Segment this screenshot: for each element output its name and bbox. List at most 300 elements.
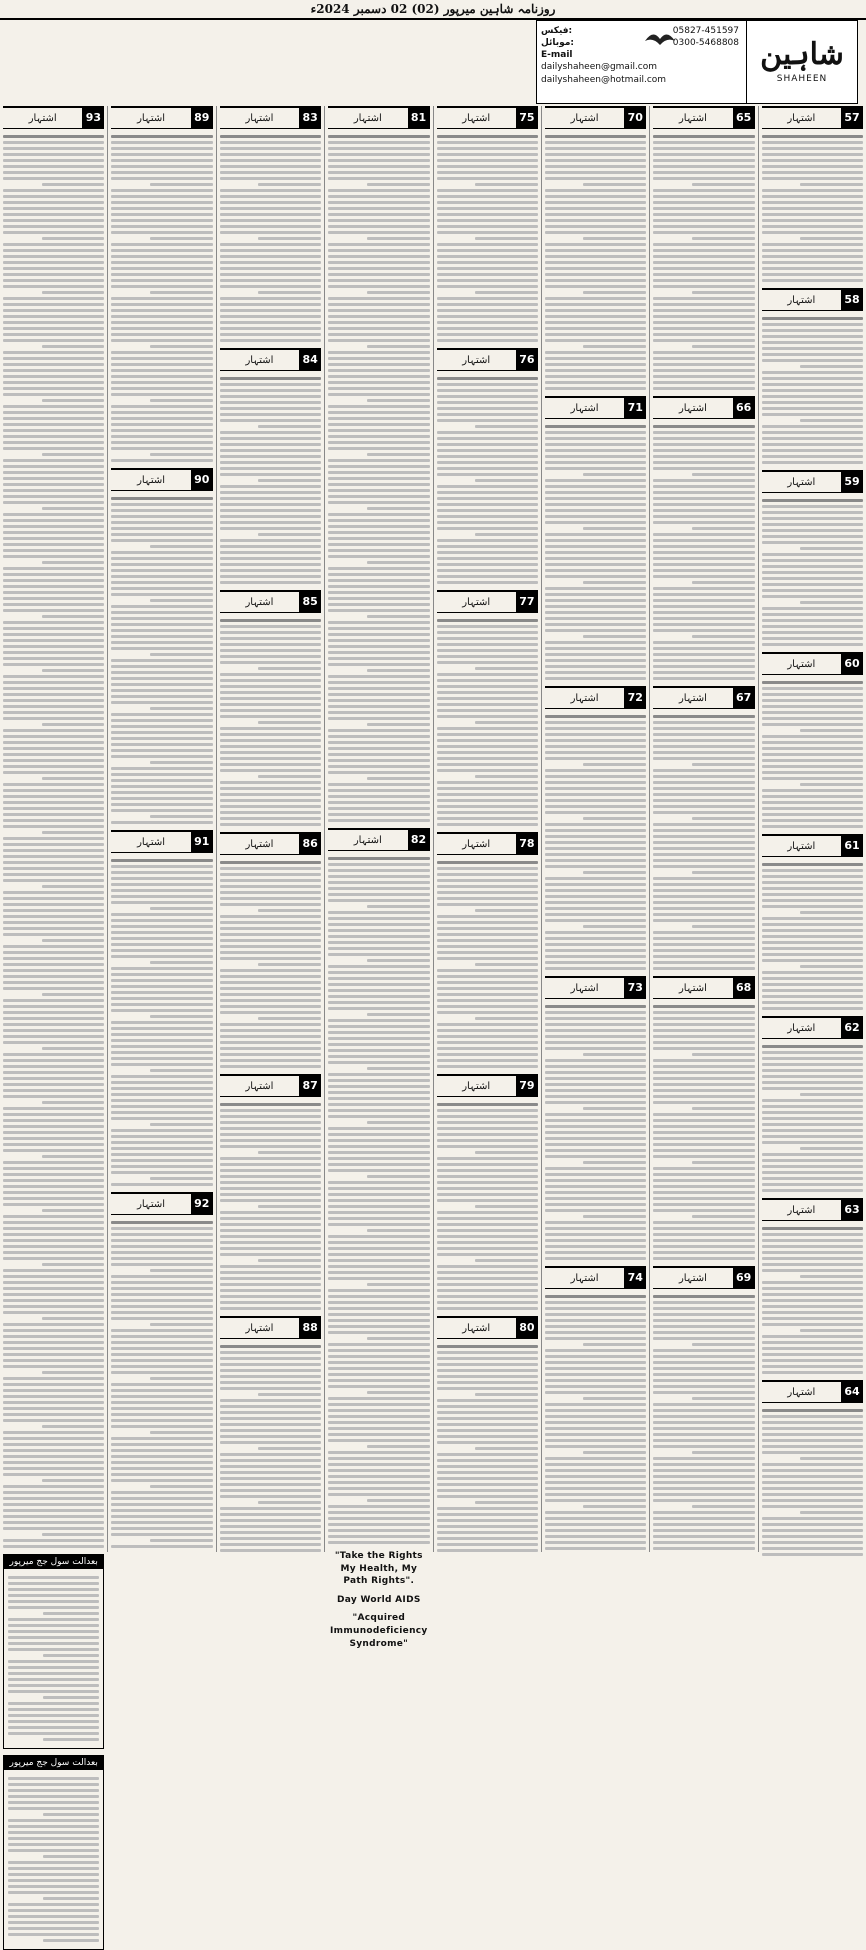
text-line — [545, 757, 646, 760]
news-item-number: 71 — [624, 398, 646, 418]
text-line — [220, 1453, 321, 1456]
text-line — [653, 793, 754, 796]
text-line — [328, 549, 429, 552]
text-line — [545, 425, 646, 428]
text-line — [653, 455, 754, 458]
text-line — [111, 1545, 212, 1548]
text-line — [762, 953, 863, 956]
text-line — [653, 733, 754, 736]
news-item-header — [653, 976, 754, 999]
text-line — [42, 831, 105, 834]
text-line — [220, 1417, 321, 1420]
text-line — [3, 285, 104, 288]
text-line — [692, 1161, 755, 1164]
text-line — [3, 1287, 104, 1290]
text-line — [220, 1041, 321, 1044]
text-line — [762, 589, 863, 592]
news-item — [111, 468, 212, 824]
text-line — [653, 901, 754, 904]
text-line — [42, 1371, 105, 1374]
text-line — [437, 631, 538, 634]
text-line — [328, 699, 429, 702]
text-line — [583, 1505, 646, 1508]
text-line — [437, 1295, 538, 1298]
text-line — [328, 1151, 429, 1154]
text-line — [328, 1109, 429, 1112]
text-line — [545, 213, 646, 216]
text-line — [762, 1353, 863, 1356]
text-line — [328, 609, 429, 612]
text-line — [111, 423, 212, 426]
news-item-number: 67 — [733, 688, 755, 708]
text-line — [150, 237, 213, 240]
text-line — [220, 1301, 321, 1304]
text-line — [150, 345, 213, 348]
text-line — [653, 545, 754, 548]
text-line — [220, 455, 321, 458]
text-line — [762, 347, 863, 350]
text-line — [762, 1335, 863, 1338]
text-line — [220, 1139, 321, 1142]
text-line — [3, 795, 104, 798]
text-line — [653, 1361, 754, 1364]
text-line — [583, 925, 646, 928]
text-line — [150, 961, 213, 964]
text-line — [762, 1063, 863, 1066]
text-line — [220, 297, 321, 300]
text-line — [150, 291, 213, 294]
text-line — [220, 389, 321, 392]
text-line — [583, 1397, 646, 1400]
text-line — [367, 237, 430, 240]
text-line — [328, 381, 429, 384]
text-line — [42, 183, 105, 186]
text-line — [653, 1427, 754, 1430]
text-line — [3, 357, 104, 360]
text-line — [367, 1067, 430, 1070]
text-line — [437, 921, 538, 924]
text-line — [653, 1131, 754, 1134]
text-line — [3, 1485, 104, 1488]
text-line — [437, 309, 538, 312]
text-line — [328, 327, 429, 330]
news-item-label: اشتہار — [787, 476, 816, 488]
text-line — [111, 1057, 212, 1060]
text-line — [220, 327, 321, 330]
text-line — [367, 669, 430, 672]
text-line — [437, 1369, 538, 1372]
text-line — [328, 555, 429, 558]
text-line — [545, 443, 646, 446]
text-line — [437, 1363, 538, 1366]
text-line — [762, 693, 863, 696]
text-line — [762, 523, 863, 526]
text-line — [653, 1185, 754, 1188]
text-line — [111, 671, 212, 674]
text-line — [653, 1227, 754, 1230]
text-line — [437, 497, 538, 500]
text-line — [3, 1443, 104, 1446]
text-line — [437, 315, 538, 318]
text-line — [3, 1041, 104, 1044]
text-line — [762, 899, 863, 902]
text-line — [3, 273, 104, 276]
text-line — [3, 219, 104, 222]
text-line — [437, 969, 538, 972]
text-line — [3, 1347, 104, 1350]
text-line — [437, 563, 538, 566]
text-line — [3, 807, 104, 810]
text-line — [762, 869, 863, 872]
text-line — [762, 759, 863, 762]
text-line — [583, 473, 646, 476]
text-line — [111, 575, 212, 578]
text-line — [653, 533, 754, 536]
text-line — [258, 1205, 321, 1208]
text-line — [545, 303, 646, 306]
text-line — [653, 1517, 754, 1520]
text-line — [3, 1221, 104, 1224]
fax-label: فیکس: — [541, 26, 573, 36]
text-line — [3, 135, 104, 138]
text-line — [653, 623, 754, 626]
news-item-body — [220, 855, 321, 1068]
text-line — [328, 1517, 429, 1520]
text-line — [545, 1209, 646, 1212]
text-line — [653, 671, 754, 674]
text-line — [328, 489, 429, 492]
text-line — [762, 1045, 863, 1048]
text-line — [328, 1493, 429, 1496]
text-line — [220, 763, 321, 766]
text-line — [111, 171, 212, 174]
text-line — [800, 1147, 863, 1150]
text-line — [437, 643, 538, 646]
text-line — [111, 1365, 212, 1368]
text-line — [328, 681, 429, 684]
text-line — [583, 237, 646, 240]
text-line — [111, 791, 212, 794]
news-item-body — [220, 613, 321, 826]
text-line — [692, 817, 755, 820]
text-line — [762, 735, 863, 738]
text-line — [653, 1149, 754, 1152]
news-item — [762, 1016, 863, 1192]
text-line — [328, 1457, 429, 1460]
text-line — [220, 685, 321, 688]
text-line — [3, 147, 104, 150]
text-line — [3, 483, 104, 486]
text-line — [653, 551, 754, 554]
text-line — [220, 1121, 321, 1124]
text-line — [3, 177, 104, 180]
text-line — [258, 667, 321, 670]
text-line — [220, 485, 321, 488]
text-line — [653, 1481, 754, 1484]
text-line — [328, 1487, 429, 1490]
text-line — [328, 303, 429, 306]
text-line — [111, 1147, 212, 1150]
text-line — [3, 1149, 104, 1152]
text-line — [8, 1819, 99, 1822]
text-line — [437, 1483, 538, 1486]
text-line — [111, 785, 212, 788]
text-line — [328, 579, 429, 582]
text-line — [545, 1131, 646, 1134]
text-line — [762, 753, 863, 756]
text-line — [437, 449, 538, 452]
text-line — [8, 1582, 99, 1585]
news-item — [220, 1074, 321, 1310]
text-line — [258, 909, 321, 912]
text-line — [3, 627, 104, 630]
text-line — [475, 963, 538, 966]
news-item-body — [762, 1403, 863, 1556]
text-line — [437, 661, 538, 664]
text-line — [800, 1275, 863, 1278]
news-item — [220, 832, 321, 1068]
text-line — [3, 783, 104, 786]
text-line — [3, 567, 104, 570]
text-line — [220, 147, 321, 150]
text-line — [328, 633, 429, 636]
text-line — [762, 607, 863, 610]
text-line — [762, 1239, 863, 1242]
text-line — [220, 377, 321, 380]
text-line — [3, 429, 104, 432]
news-item — [762, 106, 863, 282]
text-line — [762, 1493, 863, 1496]
news-item-body — [545, 419, 646, 680]
news-item-body — [437, 129, 538, 342]
text-line — [545, 1481, 646, 1484]
text-line — [437, 461, 538, 464]
text-line — [220, 413, 321, 416]
text-line — [220, 1211, 321, 1214]
text-line — [437, 1289, 538, 1292]
text-line — [220, 1363, 321, 1366]
text-line — [762, 1541, 863, 1544]
text-line — [328, 639, 429, 642]
text-line — [545, 279, 646, 282]
text-line — [220, 135, 321, 138]
text-line — [545, 1245, 646, 1248]
text-line — [3, 513, 104, 516]
text-line — [220, 1127, 321, 1130]
text-line — [220, 1163, 321, 1166]
news-item-body — [545, 999, 646, 1260]
text-line — [328, 947, 429, 950]
text-line — [150, 907, 213, 910]
text-line — [545, 1017, 646, 1020]
text-line — [150, 653, 213, 656]
text-line — [800, 1093, 863, 1096]
text-line — [653, 629, 754, 632]
text-line — [328, 1541, 429, 1544]
text-line — [328, 753, 429, 756]
text-line — [653, 485, 754, 488]
text-line — [220, 643, 321, 646]
text-line — [150, 1177, 213, 1180]
text-line — [545, 793, 646, 796]
text-line — [328, 1475, 429, 1478]
text-line — [762, 517, 863, 520]
news-item-header — [437, 832, 538, 855]
text-line — [8, 1891, 99, 1894]
text-line — [762, 1251, 863, 1254]
text-line — [653, 387, 754, 390]
text-line — [545, 1307, 646, 1310]
text-line — [328, 917, 429, 920]
text-line — [437, 1223, 538, 1226]
text-line — [653, 787, 754, 790]
text-line — [8, 1576, 99, 1579]
text-line — [762, 1365, 863, 1368]
text-line — [220, 1375, 321, 1378]
text-line — [111, 1491, 212, 1494]
text-line — [545, 1077, 646, 1080]
text-line — [653, 159, 754, 162]
text-line — [583, 1161, 646, 1164]
text-line — [220, 1053, 321, 1056]
text-line — [545, 509, 646, 512]
text-line — [437, 823, 538, 826]
news-item-number: 58 — [841, 290, 863, 310]
text-line — [800, 547, 863, 550]
news-item-number: 77 — [516, 592, 538, 612]
text-line — [328, 621, 429, 624]
text-line — [653, 617, 754, 620]
text-line — [437, 407, 538, 410]
text-line — [653, 1203, 754, 1206]
text-line — [3, 933, 104, 936]
text-line — [3, 729, 104, 732]
news-item-label: اشتہار — [245, 1322, 274, 1334]
text-line — [328, 249, 429, 252]
text-line — [111, 641, 212, 644]
text-line — [3, 1455, 104, 1458]
text-line — [8, 1720, 99, 1723]
text-line — [762, 771, 863, 774]
text-line — [437, 545, 538, 548]
text-line — [762, 1535, 863, 1538]
text-line — [43, 1813, 100, 1816]
text-line — [328, 1289, 429, 1292]
text-line — [437, 1029, 538, 1032]
text-line — [328, 591, 429, 594]
text-line — [220, 817, 321, 820]
text-line — [111, 303, 212, 306]
text-line — [437, 1139, 538, 1142]
text-line — [762, 317, 863, 320]
text-line — [3, 1065, 104, 1068]
text-line — [437, 1103, 538, 1106]
news-item-number: 61 — [841, 836, 863, 856]
text-line — [545, 865, 646, 868]
text-line — [328, 857, 429, 860]
text-line — [437, 419, 538, 422]
text-line — [328, 219, 429, 222]
text-line — [328, 255, 429, 258]
mobile-number: 0300-5468808 — [672, 38, 739, 49]
text-line — [437, 473, 538, 476]
text-line — [437, 201, 538, 204]
text-line — [328, 941, 429, 944]
text-line — [437, 649, 538, 652]
text-line — [437, 147, 538, 150]
text-line — [437, 1127, 538, 1130]
text-line — [220, 1169, 321, 1172]
news-item — [545, 686, 646, 970]
text-line — [111, 1027, 212, 1030]
text-line — [3, 1257, 104, 1260]
news-item-number: 75 — [516, 108, 538, 128]
text-line — [437, 1531, 538, 1534]
text-line — [111, 1335, 212, 1338]
text-line — [437, 915, 538, 918]
news-item-number: 91 — [191, 832, 213, 852]
text-line — [42, 1209, 105, 1212]
text-line — [220, 1059, 321, 1062]
text-line — [42, 1479, 105, 1482]
text-line — [3, 243, 104, 246]
text-line — [653, 1433, 754, 1436]
news-item-label: اشتہار — [787, 658, 816, 670]
news-item — [437, 832, 538, 1068]
text-line — [437, 267, 538, 270]
text-line — [8, 1732, 99, 1735]
text-line — [762, 431, 863, 434]
text-line — [475, 291, 538, 294]
text-line — [8, 1921, 99, 1924]
text-line — [8, 1630, 99, 1633]
dateline-text: روزنامہ شاہین میرپور (02) 02 دسمبر 2024ء — [310, 2, 556, 16]
text-line — [437, 1543, 538, 1546]
text-line — [545, 859, 646, 862]
text-line — [328, 1367, 429, 1370]
text-line — [328, 1469, 429, 1472]
text-line — [437, 945, 538, 948]
text-line — [220, 141, 321, 144]
text-line — [220, 679, 321, 682]
text-line — [762, 1323, 863, 1326]
text-line — [437, 1053, 538, 1056]
text-line — [328, 717, 429, 720]
text-line — [583, 345, 646, 348]
text-line — [111, 381, 212, 384]
text-line — [328, 657, 429, 660]
text-line — [328, 1535, 429, 1538]
text-line — [437, 1163, 538, 1166]
text-line — [3, 1227, 104, 1230]
text-line — [111, 1455, 212, 1458]
text-line — [545, 1089, 646, 1092]
text-line — [583, 1451, 646, 1454]
text-line — [42, 1317, 105, 1320]
text-line — [43, 1855, 100, 1858]
text-line — [328, 441, 429, 444]
text-line — [220, 625, 321, 628]
news-item-number: 81 — [408, 108, 430, 128]
text-line — [328, 195, 429, 198]
text-line — [111, 725, 212, 728]
text-line — [3, 711, 104, 714]
newspaper-column — [758, 106, 866, 1552]
text-line — [220, 945, 321, 948]
text-line — [111, 231, 212, 234]
text-line — [220, 1011, 321, 1014]
news-item-label: اشتہار — [462, 838, 491, 850]
